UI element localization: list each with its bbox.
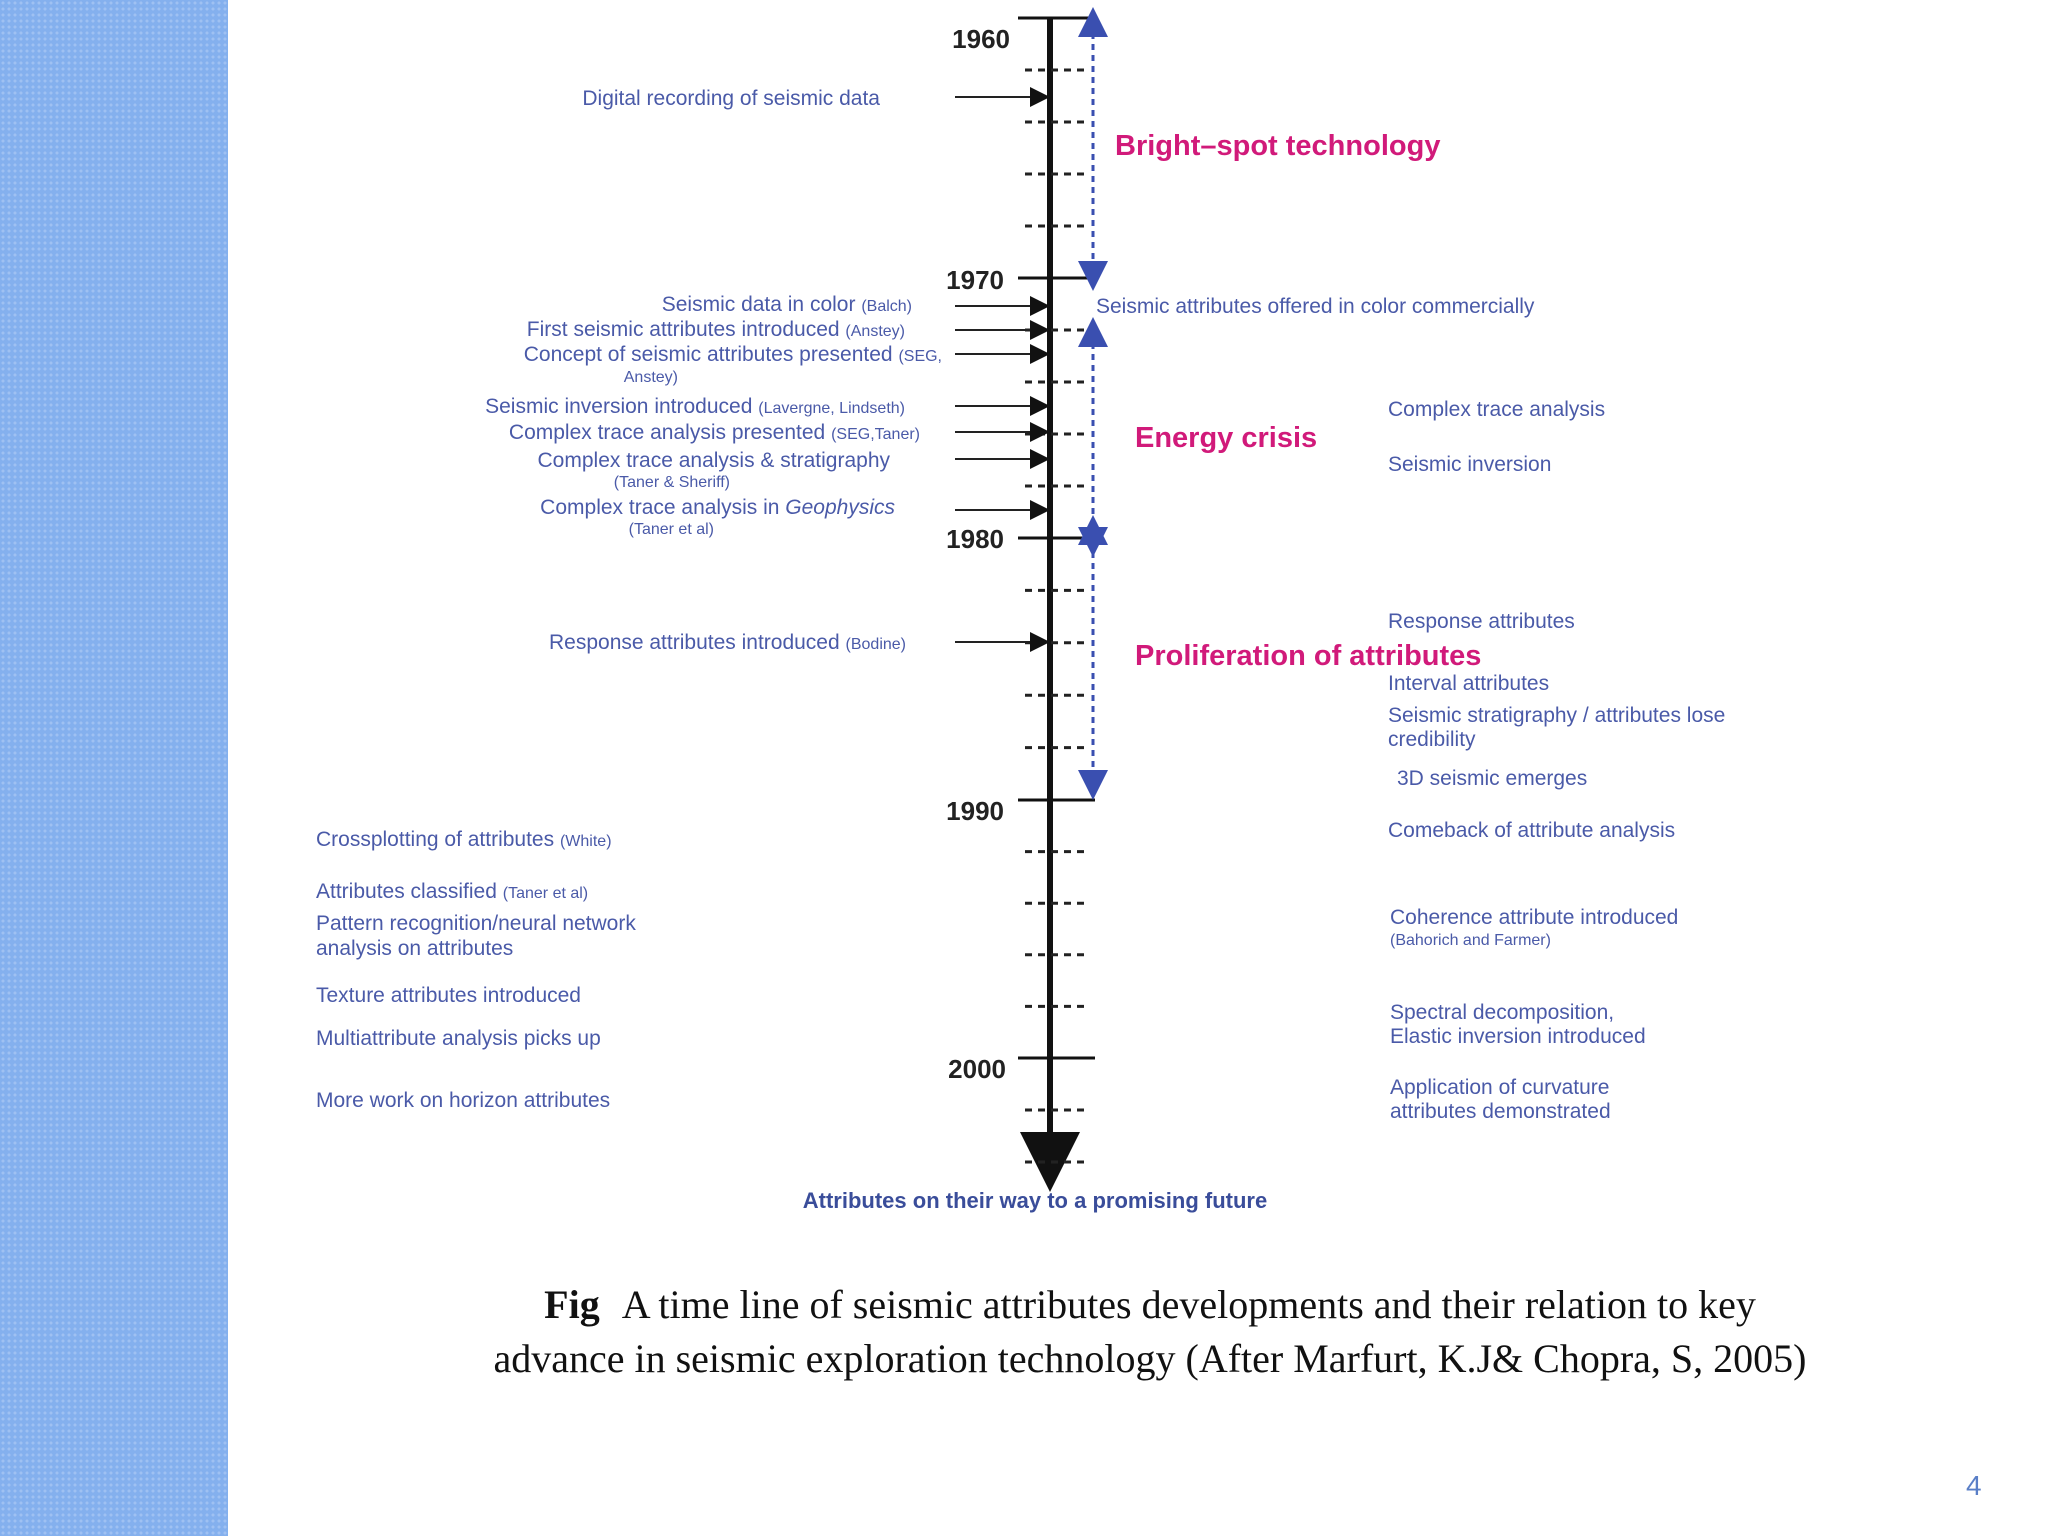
event-horizon-attributes: More work on horizon attributes [316,1089,611,1112]
minor-ticks [1025,70,1090,1162]
year-label-2000: 2000 [948,1054,1006,1084]
event-digital-recording: Digital recording of seismic data [582,87,880,110]
caption-lead: Fig [544,1282,600,1327]
event-spectral-decomposition-line2: Elastic inversion introduced [1390,1025,1646,1048]
event-response-attributes: Response attributes [1388,610,1575,633]
event-multiattribute-analysis: Multiattribute analysis picks up [316,1027,601,1050]
event-seismic-inversion-right: Seismic inversion [1388,453,1552,476]
event-interval-attributes: Interval attributes [1388,672,1550,695]
page-number: 4 [1966,1470,1982,1501]
event-concept-attributes: Concept of seismic attributes presented (SEG, [523,343,942,366]
event-comeback-attribute-analysis: Comeback of attribute analysis [1388,819,1676,842]
year-label-1960: 1960 [952,24,1010,54]
event-attributes-classified: Attributes classified (Taner et al) [316,880,589,903]
event-3d-seismic: 3D seismic emerges [1397,767,1588,790]
event-texture-attributes: Texture attributes introduced [316,984,581,1007]
timeline-future-label: Attributes on their way to a promising future [802,1188,1268,1213]
event-complex-trace-geophysics-line2: (Taner et al) [628,521,714,538]
event-concept-attributes-line2: Anstey) [623,369,678,386]
event-complex-trace-stratigraphy: Complex trace analysis & stratigraphy [537,449,890,472]
event-seismic-color: Seismic data in color (Balch) [661,293,912,316]
event-complex-trace-geophysics: Complex trace analysis in Geophysics [540,496,895,519]
caption-line-1 [340,1278,1960,1332]
event-response-attributes-introduced: Response attributes introduced (Bodine) [548,631,906,654]
year-label-1990: 1990 [946,796,1004,826]
caption-line-2: advance in seismic exploration technology (After Marfurt, K.J& Chopra, S, 2005) [493,1336,1807,1381]
era-label-bright-spot: Bright–spot technology [1115,130,1441,162]
event-curvature-attributes-line2: attributes demonstrated [1390,1100,1611,1123]
event-complex-trace-analysis: Complex trace analysis [1388,398,1606,421]
era-label-energy-crisis: Energy crisis [1135,422,1318,454]
event-complex-trace-stratigraphy-line2: (Taner & Sheriff) [613,474,730,491]
event-spectral-decomposition: Spectral decomposition, [1390,1001,1615,1024]
event-seismic-inversion: Seismic inversion introduced (Lavergne, Lindseth) [485,395,905,418]
event-coherence-attribute: Coherence attribute introduced [1390,906,1679,929]
year-label-1970: 1970 [946,265,1004,295]
event-curvature-attributes: Application of curvature [1390,1076,1610,1099]
event-pattern-recognition: Pattern recognition/neural network [316,912,636,935]
event-complex-trace-presented: Complex trace analysis presented (SEG,Taner) [508,421,920,444]
event-stratigraphy-credibility: Seismic stratigraphy / attributes lose [1388,704,1726,727]
figure-caption [340,1278,1960,1386]
year-label-1980: 1980 [946,524,1004,554]
event-first-attributes: First seismic attributes introduced (Anstey) [526,318,905,341]
caption-text-1: A time line of seismic attributes developments and their relation to key [621,1282,1756,1327]
event-coherence-attribute-line2: (Bahorich and Farmer) [1390,932,1551,949]
event-pointer-arrows [955,97,1046,642]
event-attributes-color-commercial: Seismic attributes offered in color commercially [1096,295,1535,318]
era-label-proliferation: Proliferation of attributes [1135,640,1482,672]
event-crossplotting: Crossplotting of attributes (White) [316,828,612,851]
event-stratigraphy-credibility-line2: credibility [1388,728,1476,751]
event-pattern-recognition-line2: analysis on attributes [316,937,514,960]
